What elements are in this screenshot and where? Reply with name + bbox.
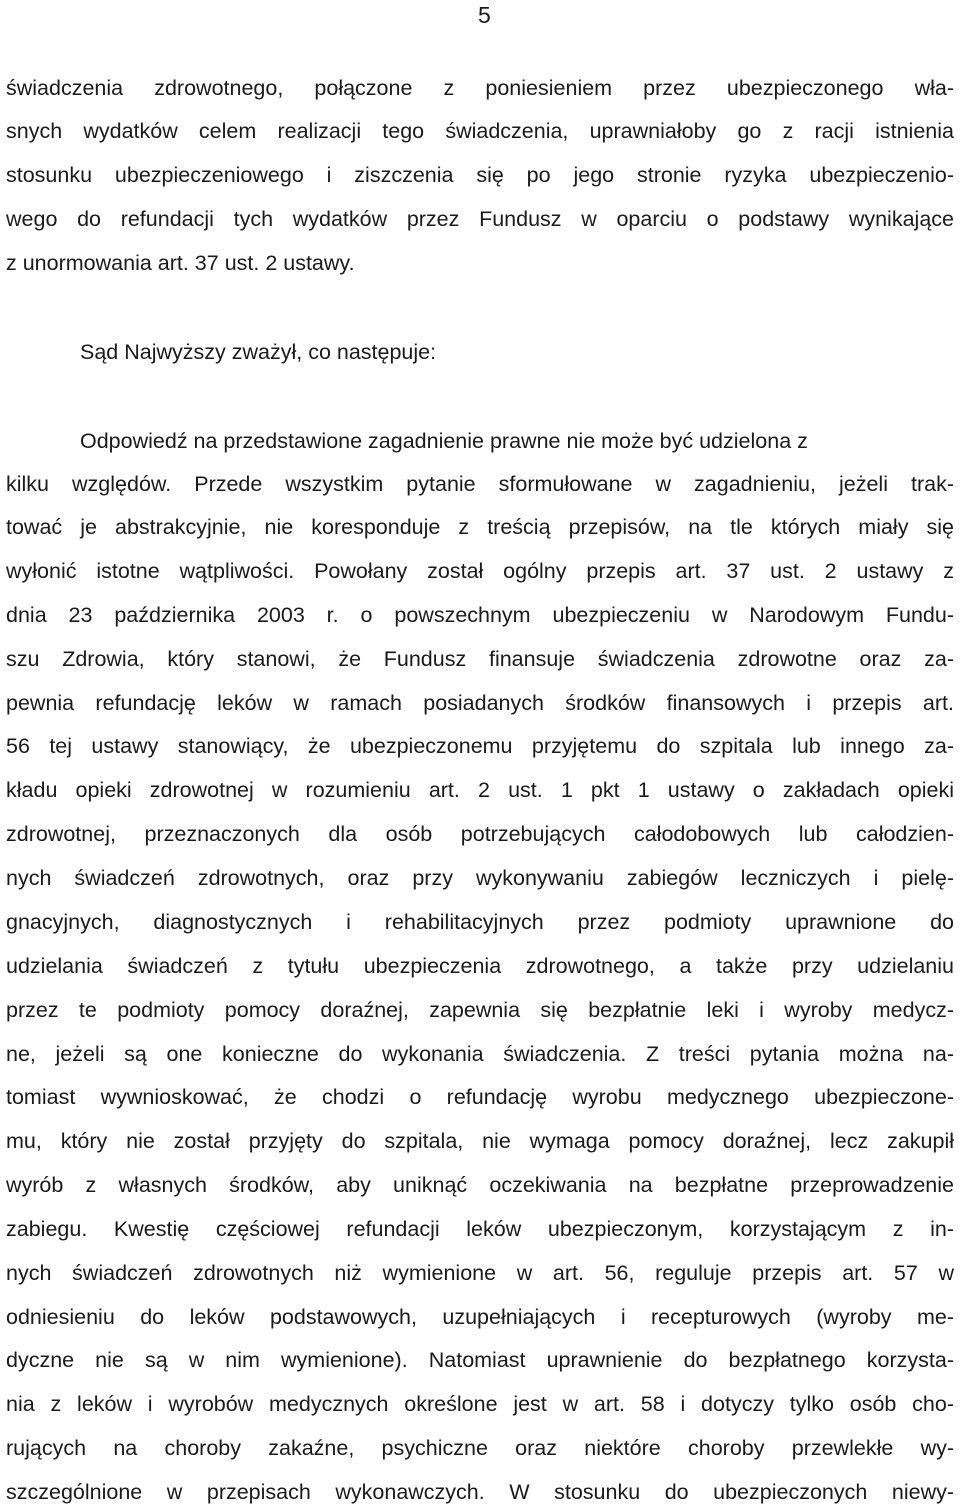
text-line: ne, jeżeli są one konieczne do wykonania świadczenia. Z treści pytania można na-: [6, 1042, 954, 1066]
text-line: szu Zdrowia, który stanowi, że Fundusz finansuje świadczenia zdrowotne oraz za-: [6, 647, 954, 671]
text-line: zabiegu. Kwestię częściowej refundacji leków ubezpieczonym, korzystającym z in-: [6, 1217, 954, 1241]
text-line: rujących na choroby zakaźne, psychiczne oraz niektóre choroby przewlekłe wy-: [6, 1436, 954, 1460]
text-line: wego do refundacji tych wydatków przez Fundusz w oparciu o podstawy wynikające: [6, 207, 954, 231]
text-line: nych świadczeń zdrowotnych niż wymienione w art. 56, reguluje przepis art. 57 w: [6, 1261, 954, 1285]
text-line: wyłonić istotne wątpliwości. Powołany został ogólny przepis art. 37 ust. 2 ustawy z: [6, 559, 954, 583]
text-line: dyczne nie są w nim wymienione). Natomiast uprawnienie do bezpłatnego korzysta-: [6, 1348, 954, 1372]
text-line: gnacyjnych, diagnostycznych i rehabilitacyjnych przez podmioty uprawnione do: [6, 910, 954, 934]
text-line: snych wydatków celem realizacji tego świadczenia, uprawniałoby go z racji istnienia: [6, 119, 954, 143]
text-line: 56 tej ustawy stanowiący, że ubezpieczonemu przyjętemu do szpitala lub innego za-: [6, 734, 954, 758]
text-line: szczególnione w przepisach wykonawczych. W stosunku do ubezpieczonych niewy-: [6, 1480, 954, 1504]
text-line: odniesieniu do leków podstawowych, uzupełniających i recepturowych (wyroby me-: [6, 1305, 954, 1329]
text-line: stosunku ubezpieczeniowego i ziszczenia się po jego stronie ryzyka ubezpieczenio-: [6, 163, 954, 187]
text-line: tomiast wywnioskować, że chodzi o refundację wyrobu medycznego ubezpieczone-: [6, 1085, 954, 1109]
text-line: z unormowania art. 37 ust. 2 ustawy.: [6, 251, 355, 275]
text-line: dnia 23 października 2003 r. o powszechnym ubezpieczeniu w Narodowym Fundu-: [6, 603, 954, 627]
text-line: zdrowotnej, przeznaczonych dla osób potrzebujących całodobowych lub całodzien-: [6, 822, 954, 846]
text-line: nych świadczeń zdrowotnych, oraz przy wykonywaniu zabiegów leczniczych i pielę-: [6, 866, 954, 890]
text-line: kładu opieki zdrowotnej w rozumieniu art. 2 ust. 1 pkt 1 ustawy o zakładach opieki: [6, 778, 954, 802]
text-line: mu, który nie został przyjęty do szpitala, nie wymaga pomocy doraźnej, lecz zakupił: [6, 1129, 954, 1153]
text-line: udzielania świadczeń z tytułu ubezpieczenia zdrowotnego, a także przy udzielaniu: [6, 954, 954, 978]
text-line: pewnia refundację leków w ramach posiadanych środków finansowych i przepis art.: [6, 691, 954, 715]
text-line: tować je abstrakcyjnie, nie koresponduje z treścią przepisów, na tle których miały się: [6, 515, 954, 539]
text-line: nia z leków i wyrobów medycznych określone jest w art. 58 i dotyczy tylko osób cho-: [6, 1392, 954, 1416]
text-line: przez te podmioty pomocy doraźnej, zapewnia się bezpłatnie leki i wyroby medycz-: [6, 998, 954, 1022]
page-number: 5: [478, 2, 491, 28]
text-line: Odpowiedź na przedstawione zagadnienie prawne nie może być udzielona z: [80, 429, 808, 453]
text-line: wyrób z własnych środków, aby uniknąć oczekiwania na bezpłatne przeprowadzenie: [6, 1173, 954, 1197]
text-line: świadczenia zdrowotnego, połączone z poniesieniem przez ubezpieczonego wła-: [6, 76, 954, 100]
text-line: kilku względów. Przede wszystkim pytanie sformułowane w zagadnieniu, jeżeli trak-: [6, 472, 954, 496]
section-heading: Sąd Najwyższy zważył, co następuje:: [80, 340, 437, 364]
